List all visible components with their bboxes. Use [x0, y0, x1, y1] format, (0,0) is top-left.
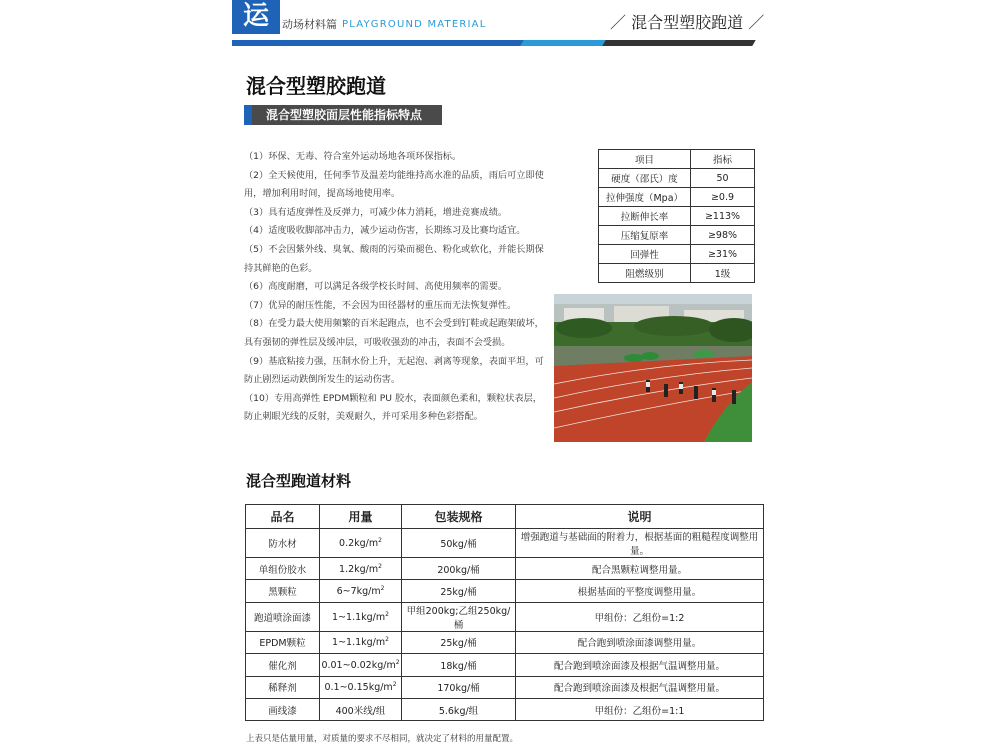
table-row	[246, 654, 764, 676]
amount-text: 6~7kg/m	[336, 586, 381, 598]
spec-cell: ≥31%	[691, 245, 755, 264]
feature-list	[244, 148, 544, 427]
table-cell: 25kg/桶	[402, 631, 516, 653]
unit-superscript: 2	[378, 536, 382, 544]
spec-cell: 1级	[691, 264, 755, 283]
table-cell: 催化剂	[246, 654, 320, 676]
spec-header-row	[599, 150, 755, 169]
table-cell: 稀释剂	[246, 676, 320, 698]
catalog-page	[232, 0, 768, 750]
spec-cell: 回弹性	[599, 245, 691, 264]
amount-text: 0.2kg/m	[339, 538, 379, 550]
feature-item: （8）在受力最大使用频繁的百米起跑点，也不会受到钉鞋或起跑架破坏，具有强韧的弹性层及缓冲层，可吸收强劲的冲击，表面不会受损。	[244, 318, 544, 348]
table-cell: 25kg/桶	[402, 580, 516, 602]
feature-item: （9）基底粘接力强，压制水份上升，无起泡、剥离等现象，表面平坦，可防止剧烈运动跌倒所发生的运动伤害。	[244, 355, 544, 386]
spec-row	[599, 169, 755, 188]
spec-cell: ≥113%	[691, 207, 755, 226]
table-cell: EPDM颗粒	[246, 631, 320, 653]
header-right-title	[610, 10, 764, 33]
table-cell	[320, 676, 402, 698]
feature-item: （5）不会因紫外线、臭氧、酸雨的污染而褪色、粉化或软化，并能长期保持其鲜艳的色彩。	[244, 243, 544, 274]
features-subtitle: 混合型塑胶面层性能指标特点	[244, 105, 442, 125]
table-cell: 配合跑到喷涂面漆及根据气温调整用量。	[516, 676, 764, 698]
spec-row	[599, 188, 755, 207]
table-cell: 黑颗粒	[246, 580, 320, 602]
spec-row	[599, 264, 755, 283]
table-cell: 18kg/桶	[402, 654, 516, 676]
table-cell	[320, 558, 402, 580]
table-row	[246, 558, 764, 580]
table-cell: 配合黑颗粒调整用量。	[516, 558, 764, 580]
feature-item: （2）全天候使用，任何季节及温差均能维持高水准的品质，雨后可立即使用，增加利用时间，提高场地使用率。	[244, 169, 544, 200]
spec-header-cell: 项目	[599, 150, 691, 169]
table-cell: 单组份胶水	[246, 558, 320, 580]
slash-left-icon: ／	[610, 13, 627, 32]
unit-superscript: 2	[380, 585, 385, 592]
unit-superscript: 2	[392, 681, 397, 689]
table-row	[246, 580, 764, 602]
feature-item: （10）专用高弹性 EPDM颗粒和 PU 胶水，表面颜色柔和，颗粒状表层，防止刺眼光线的反射，美观耐久，并可采用多种色彩搭配。	[244, 392, 542, 423]
table-row	[246, 676, 764, 698]
table-row	[246, 529, 764, 558]
track-photo-illustration	[554, 294, 752, 442]
spec-cell: 阻燃级别	[599, 264, 691, 283]
amount-text: 1.2kg/m	[339, 563, 379, 575]
spec-cell: 硬度（邵氏）度	[599, 169, 691, 188]
table-cell: 甲组200kg;乙组250kg/桶	[402, 602, 516, 631]
unit-superscript: 2	[385, 636, 389, 644]
feature-item: （4）适度吸收脚部冲击力，减少运动伤害，长期练习及比赛均适宜。	[244, 225, 526, 237]
section-cn-label: 动场材料篇	[282, 18, 337, 31]
amount-text: 1~1.1kg/m	[332, 637, 386, 649]
table-cell	[320, 654, 402, 676]
unit-superscript: 2	[385, 610, 389, 618]
table-cell	[320, 602, 402, 631]
table-cell: 400米线/组	[320, 698, 402, 720]
amount-text: 1~1.1kg/m	[332, 611, 386, 623]
feature-item: （3）具有适度弹性及反弹力，可减少体力消耗，增进竞赛成绩。	[244, 206, 508, 218]
spec-cell: ≥0.9	[691, 188, 755, 207]
spec-cell: 拉伸强度（Mpa）	[599, 188, 691, 207]
table-cell	[320, 631, 402, 653]
unit-superscript: 2	[395, 658, 400, 666]
feature-item: （6）高度耐磨，可以满足各级学校长时间、高使用频率的需要。	[244, 281, 508, 293]
spec-table	[598, 149, 755, 283]
feature-item: （1）环保、无毒、符合室外运动场地各项环保指标。	[244, 151, 462, 162]
spec-row	[599, 226, 755, 245]
logo-badge: 运	[232, 0, 280, 34]
unit-superscript: 2	[378, 562, 382, 570]
table-cell	[320, 580, 402, 602]
header-right-text: 混合型塑胶跑道	[631, 13, 744, 32]
table-cell: 防水材	[246, 529, 320, 558]
spec-cell: 拉断伸长率	[599, 207, 691, 226]
materials-header-cell: 说明	[516, 505, 764, 529]
materials-header-cell: 包装规格	[402, 505, 516, 529]
spec-header-cell: 指标	[691, 150, 755, 169]
spec-row	[599, 207, 755, 226]
materials-table	[245, 504, 764, 721]
page-title: 混合型塑胶跑道	[246, 74, 386, 98]
table-cell: 跑道喷涂面漆	[246, 602, 320, 631]
table-cell: 画线漆	[246, 698, 320, 720]
spec-cell: ≥98%	[691, 226, 755, 245]
materials-header-cell: 用量	[320, 505, 402, 529]
table-cell: 甲组份：乙组份=1:2	[516, 602, 764, 631]
amount-text: 0.01~0.02kg/m	[321, 659, 396, 671]
amount-text: 0.1~0.15kg/m	[324, 682, 393, 694]
table-cell: 200kg/桶	[402, 558, 516, 580]
spec-cell: 压缩复原率	[599, 226, 691, 245]
slash-right-icon: ／	[748, 13, 765, 32]
section-en-label: PLAYGROUND MATERIAL	[342, 19, 487, 30]
table-cell: 配合跑到喷涂面漆及根据气温调整用量。	[516, 654, 764, 676]
table-row	[246, 631, 764, 653]
table-cell: 50kg/桶	[402, 529, 516, 558]
footnote: 上表只是估量用量，对质量的要求不尽相同，就决定了材料的用量配置。	[246, 734, 519, 744]
table-cell: 根据基面的平整度调整用量。	[516, 580, 764, 602]
materials-header-cell: 品名	[246, 505, 320, 529]
table-row	[246, 698, 764, 720]
track-photo	[554, 294, 752, 442]
feature-item: （7）优异的耐压性能，不会因为田径器材的重压而无法恢复弹性。	[244, 299, 517, 311]
left-margin	[0, 0, 232, 750]
table-cell: 配合跑到喷涂面漆调整用量。	[516, 631, 764, 653]
spec-cell: 50	[691, 169, 755, 188]
right-margin	[768, 0, 1000, 750]
spec-row	[599, 245, 755, 264]
header-bar-dark	[602, 40, 755, 46]
header-bar-blue	[232, 40, 537, 46]
table-cell: 170kg/桶	[402, 676, 516, 698]
materials-section-title: 混合型跑道材料	[246, 472, 352, 490]
table-cell: 5.6kg/组	[402, 698, 516, 720]
header-bar-lightblue	[520, 40, 613, 46]
table-cell	[320, 529, 402, 558]
table-cell: 增强跑道与基础面的附着力，根据基面的粗糙程度调整用量。	[516, 529, 764, 558]
table-cell: 甲组份：乙组份=1:1	[516, 698, 764, 720]
table-row	[246, 602, 764, 631]
materials-header-row	[246, 505, 764, 529]
